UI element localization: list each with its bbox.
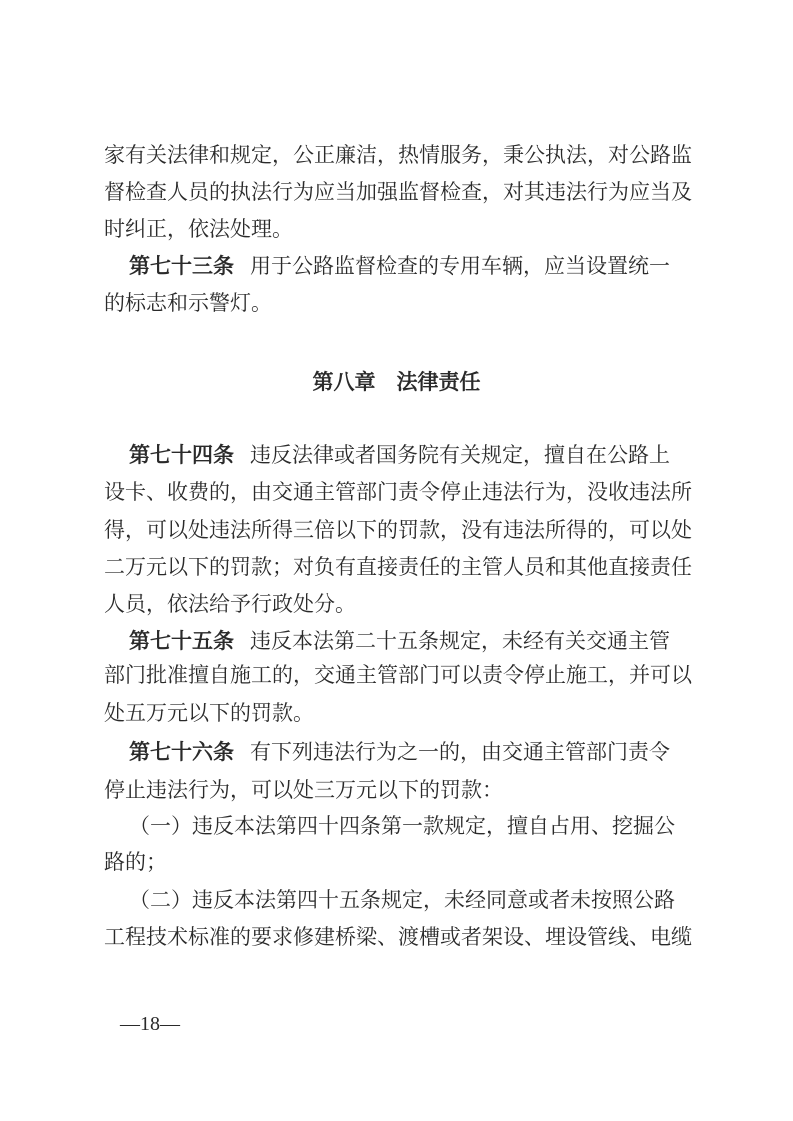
paragraph-line bbox=[104, 924, 692, 950]
paragraph-line bbox=[104, 479, 692, 505]
line-text: 部门批准擅自施工的，交通主管部门可以责令停止施工，并可以 bbox=[104, 663, 692, 687]
article-73-line bbox=[129, 253, 670, 279]
line-text: 工程技术标准的要求修建桥梁、渡槽或者架设、埋设管线、电缆 bbox=[104, 925, 692, 949]
article-number: 第七十五条 bbox=[129, 629, 234, 653]
list-item-2 bbox=[129, 887, 675, 913]
article-number: 第七十三条 bbox=[129, 254, 234, 278]
line-text: 路的； bbox=[104, 850, 167, 874]
line-text: 违反本法第二十五条规定，未经有关交通主管 bbox=[250, 629, 670, 653]
line-text: （一）违反本法第四十四条第一款规定，擅自占用、挖掘公 bbox=[129, 814, 675, 838]
line-text: 人员，依法给予行政处分。 bbox=[104, 592, 356, 616]
line-text: 违反法律或者国务院有关规定，擅自在公路上 bbox=[250, 443, 670, 467]
line-text: 用于公路监督检查的专用车辆，应当设置统一 bbox=[250, 254, 670, 278]
line-text: 家有关法律和规定，公正廉洁，热情服务，秉公执法，对公路监 bbox=[104, 143, 692, 167]
paragraph-line bbox=[104, 700, 606, 726]
line-text: 督检查人员的执法行为应当加强监督检查，对其违法行为应当及 bbox=[104, 180, 692, 204]
paragraph-line bbox=[104, 142, 692, 168]
line-text: 有下列违法行为之一的，由交通主管部门责令 bbox=[250, 740, 670, 764]
paragraph-line bbox=[104, 777, 606, 803]
article-75-line bbox=[129, 628, 670, 654]
paragraph-line bbox=[104, 290, 606, 316]
line-text: 时纠正，依法处理。 bbox=[104, 217, 293, 241]
paragraph-line bbox=[104, 849, 606, 875]
paragraph-line bbox=[104, 591, 606, 617]
paragraph-line bbox=[104, 662, 692, 688]
article-number: 第七十六条 bbox=[129, 740, 234, 764]
line-text: 的标志和示警灯。 bbox=[104, 291, 272, 315]
line-text: 得，可以处违法所得三倍以下的罚款，没有违法所得的，可以处 bbox=[104, 518, 692, 542]
chapter-heading: 第八章 法律责任 bbox=[312, 370, 481, 394]
page-number: —18— bbox=[120, 1013, 180, 1035]
line-text: （二）违反本法第四十五条规定，未经同意或者未按照公路 bbox=[129, 888, 675, 912]
list-item-1 bbox=[129, 813, 675, 839]
line-text: 二万元以下的罚款；对负有直接责任的主管人员和其他直接责任 bbox=[104, 555, 692, 579]
line-text: 停止违法行为，可以处三万元以下的罚款： bbox=[104, 778, 503, 802]
line-text: 设卡、收费的，由交通主管部门责令停止违法行为，没收违法所 bbox=[104, 480, 692, 504]
paragraph-line bbox=[104, 517, 692, 543]
paragraph-line bbox=[104, 179, 692, 205]
paragraph-line bbox=[104, 216, 606, 242]
article-74-line bbox=[129, 442, 670, 468]
article-76-line bbox=[129, 739, 670, 765]
article-number: 第七十四条 bbox=[129, 443, 234, 467]
paragraph-line bbox=[104, 554, 692, 580]
line-text: 处五万元以下的罚款。 bbox=[104, 701, 314, 725]
